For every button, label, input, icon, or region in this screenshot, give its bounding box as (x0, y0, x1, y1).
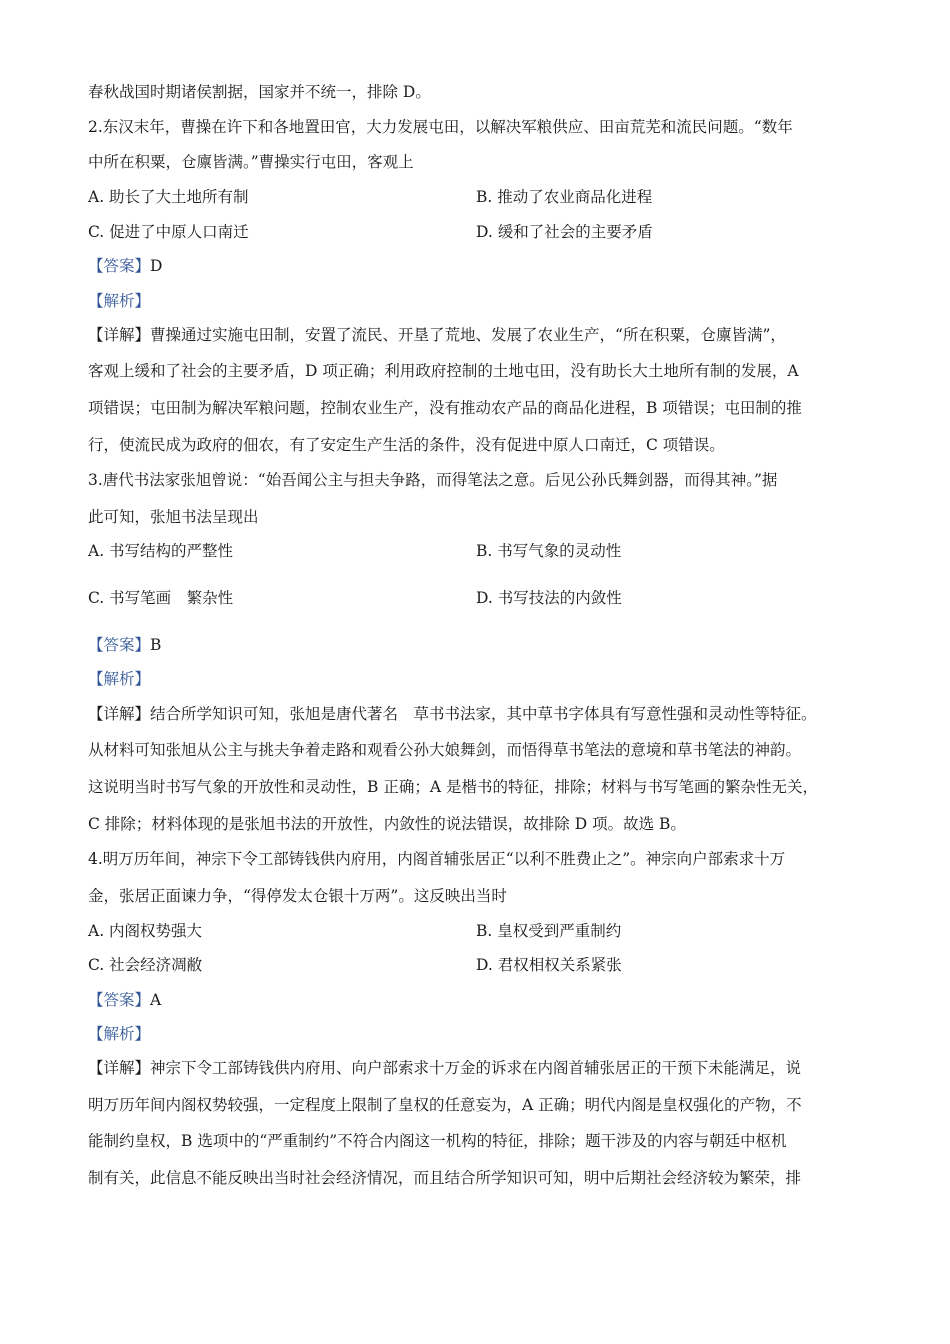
explanation-line: C 排除；材料体现的是张旭书法的开放性，内敛性的说法错误，故排除 D 项。故选 B。 (88, 815, 686, 833)
explanation-text: 曹操通过实施屯田制，安置了流民、开垦了荒地、发展了农业生产，“所在积粟，仓廪皆满”， (150, 326, 786, 344)
question-4-option-d: D. 君权相权关系紧张 (476, 956, 622, 974)
explanation-line: 行，使流民成为政府的佃农，有了安定生产生活的条件，没有促进中原人口南迁，C 项错误。 (88, 436, 725, 454)
question-4-answer (88, 988, 161, 1012)
explanation-line: 客观上缓和了社会的主要矛盾，D 项正确；利用政府控制的土地屯田，没有助长大土地所有制的发展，A (88, 362, 799, 380)
question-3-answer (88, 633, 161, 657)
answer-value: A (150, 991, 162, 1009)
question-2-option-a: A. 助长了大土地所有制 (88, 188, 249, 206)
question-3-explanation (88, 702, 817, 726)
answer-tag: 【答案】 (88, 257, 151, 275)
explanation-line: 这说明当时书写气象的开放性和灵动性，B 正确；A 是楷书的特征，排除；材料与书写笔画的繁杂性无关， (88, 778, 818, 796)
question-2-option-d: D. 缓和了社会的主要矛盾 (476, 223, 653, 241)
explanation-line: 能制约皇权，B 选项中的“严重制约”不符合内阁这一机构的特征，排除；题干涉及的内容与朝廷中枢机 (88, 1132, 787, 1150)
question-4-analysis (88, 1022, 150, 1046)
question-4-option-c: C. 社会经济凋敝 (88, 956, 203, 974)
question-2-stem: 2.东汉末年，曹操在许下和各地置田官，大力发展屯田，以解决军粮供应、田亩荒芜和流民问题。“数年 (88, 118, 793, 136)
question-2-explanation (88, 323, 786, 347)
explanation-text: 神宗下令工部铸钱供内府用、向户部索求十万金的诉求在内阁首辅张居正的干预下未能满足，说 (150, 1059, 802, 1077)
question-2-option-c: C. 促进了中原人口南迁 (88, 223, 249, 241)
detail-tag: 【详解】 (88, 705, 151, 723)
question-3-option-c: C. 书写笔画 繁杂性 (88, 589, 234, 607)
explanation-text: 结合所学知识可知，张旭是唐代著名 草书书法家，其中草书字体具有写意性强和灵动性等特征。 (150, 705, 817, 723)
question-3-stem-cont: 此可知，张旭书法呈现出 (88, 508, 259, 526)
question-2-stem-cont: 中所在积粟，仓廪皆满。”曹操实行屯田，客观上 (88, 153, 414, 171)
analysis-tag: 【解析】 (88, 670, 151, 688)
question-3-option-d: D. 书写技法的内敛性 (476, 589, 622, 607)
explanation-line: 明万历年间内阁权势较强，一定程度上限制了皇权的任意妄为，A 正确；明代内阁是皇权强化的产物，不 (88, 1096, 802, 1114)
question-4-stem: 4.明万历年间，神宗下令工部铸钱供内府用，内阁首辅张居正“以利不胜费止之”。神宗向户部索求十万 (88, 850, 786, 868)
analysis-tag: 【解析】 (88, 1025, 151, 1043)
detail-tag: 【详解】 (88, 1059, 151, 1077)
analysis-tag: 【解析】 (88, 292, 151, 310)
question-3-option-a: A. 书写结构的严整性 (88, 542, 234, 560)
detail-tag: 【详解】 (88, 326, 151, 344)
answer-tag: 【答案】 (88, 636, 151, 654)
question-2-analysis (88, 289, 150, 313)
question-3-stem: 3.唐代书法家张旭曾说：“始吾闻公主与担夫争路，而得笔法之意。后见公孙氏舞剑器，而得其神。”据 (88, 471, 778, 489)
answer-value: D (150, 257, 163, 275)
answer-value: B (150, 636, 162, 654)
text-line: 春秋战国时期诸侯割据，国家并不统一，排除 D。 (88, 83, 431, 101)
explanation-line: 项错误；屯田制为解决军粮问题，控制农业生产，没有推动农产品的商品化进程，B 项错误；屯田制的推 (88, 399, 802, 417)
question-3-option-b: B. 书写气象的灵动性 (476, 542, 622, 560)
answer-tag: 【答案】 (88, 991, 151, 1009)
explanation-line: 从材料可知张旭从公主与挑夫争着走路和观看公孙大娘舞剑，而悟得草书笔法的意境和草书笔法的神韵。 (88, 741, 802, 759)
question-4-explanation (88, 1056, 801, 1080)
question-4-option-a: A. 内阁权势强大 (88, 922, 203, 940)
question-4-stem-cont: 金，张居正面谏力争，“得停发太仓银十万两”。这反映出当时 (88, 887, 507, 905)
question-2-answer (88, 254, 162, 278)
question-4-option-b: B. 皇权受到严重制约 (476, 922, 622, 940)
question-2-option-b: B. 推动了农业商品化进程 (476, 188, 653, 206)
explanation-line: 制有关，此信息不能反映出当时社会经济情况，而且结合所学知识可知，明中后期社会经济较为繁荣，排 (88, 1169, 802, 1187)
question-3-analysis (88, 667, 150, 691)
